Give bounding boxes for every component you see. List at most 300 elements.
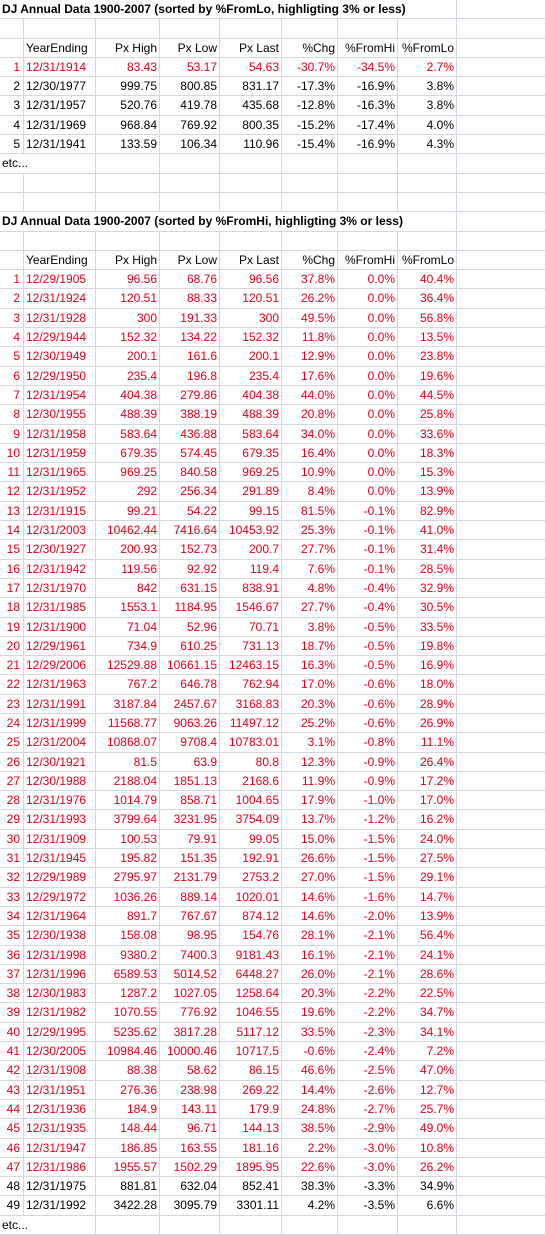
- empty-cell[interactable]: [160, 174, 220, 193]
- data-cell[interactable]: 33.6%: [398, 425, 457, 444]
- data-cell[interactable]: 5014.52: [160, 965, 220, 984]
- data-cell[interactable]: 31.4%: [398, 540, 457, 559]
- data-cell[interactable]: 152.32: [96, 328, 160, 347]
- empty-cell[interactable]: [457, 888, 546, 907]
- empty-cell[interactable]: [457, 39, 546, 58]
- data-cell[interactable]: 163.55: [160, 1139, 220, 1158]
- data-cell[interactable]: 404.38: [220, 386, 282, 405]
- data-cell[interactable]: 12/30/1977: [24, 77, 96, 96]
- data-cell[interactable]: -3.5%: [338, 1196, 398, 1215]
- empty-cell[interactable]: [457, 675, 546, 694]
- empty-cell[interactable]: [457, 540, 546, 559]
- empty-cell[interactable]: [457, 714, 546, 733]
- data-cell[interactable]: 152.73: [160, 540, 220, 559]
- data-cell[interactable]: 9181.43: [220, 946, 282, 965]
- empty-cell[interactable]: [398, 232, 457, 251]
- data-cell[interactable]: -30.7%: [282, 58, 338, 77]
- empty-cell[interactable]: [457, 637, 546, 656]
- data-cell[interactable]: 1004.65: [220, 791, 282, 810]
- data-cell[interactable]: 1036.26: [96, 888, 160, 907]
- data-cell[interactable]: -16.9%: [338, 77, 398, 96]
- data-cell[interactable]: 44.5%: [398, 386, 457, 405]
- data-cell[interactable]: 12/30/1949: [24, 347, 96, 366]
- data-cell[interactable]: 11497.12: [220, 714, 282, 733]
- data-cell[interactable]: 25.8%: [398, 405, 457, 424]
- data-cell[interactable]: 999.75: [96, 77, 160, 96]
- data-cell[interactable]: 96.71: [160, 1119, 220, 1138]
- empty-cell[interactable]: [457, 521, 546, 540]
- column-header[interactable]: Px Last: [220, 39, 282, 58]
- data-cell[interactable]: 27.5%: [398, 849, 457, 868]
- empty-cell[interactable]: [24, 232, 96, 251]
- data-cell[interactable]: 52.96: [160, 618, 220, 637]
- data-cell[interactable]: 831.17: [220, 77, 282, 96]
- data-cell[interactable]: 12/31/1991: [24, 695, 96, 714]
- data-cell[interactable]: 0.0%: [338, 309, 398, 328]
- data-cell[interactable]: 646.78: [160, 675, 220, 694]
- data-cell[interactable]: 10.8%: [398, 1139, 457, 1158]
- empty-cell[interactable]: [457, 502, 546, 521]
- data-cell[interactable]: 679.35: [96, 444, 160, 463]
- data-cell[interactable]: 631.15: [160, 579, 220, 598]
- column-header[interactable]: Px Last: [220, 251, 282, 270]
- data-cell[interactable]: 12/31/1941: [24, 135, 96, 154]
- data-cell[interactable]: 9708.4: [160, 733, 220, 752]
- data-cell[interactable]: 28.5%: [398, 560, 457, 579]
- data-cell[interactable]: 154.76: [220, 926, 282, 945]
- data-cell[interactable]: 184.9: [96, 1100, 160, 1119]
- data-cell[interactable]: 33.5%: [282, 1023, 338, 1042]
- data-cell[interactable]: 3168.83: [220, 695, 282, 714]
- data-cell[interactable]: 769.92: [160, 116, 220, 135]
- data-cell[interactable]: 679.35: [220, 444, 282, 463]
- empty-cell[interactable]: [457, 1139, 546, 1158]
- data-cell[interactable]: 291.89: [220, 482, 282, 501]
- data-cell[interactable]: 25.7%: [398, 1100, 457, 1119]
- data-cell[interactable]: 12/31/1999: [24, 714, 96, 733]
- column-header[interactable]: %Chg: [282, 251, 338, 270]
- empty-cell[interactable]: [160, 154, 220, 173]
- data-cell[interactable]: -0.6%: [338, 695, 398, 714]
- data-cell[interactable]: 12/29/1995: [24, 1023, 96, 1042]
- row-index[interactable]: 23: [0, 695, 24, 714]
- data-cell[interactable]: 12/31/1947: [24, 1139, 96, 1158]
- data-cell[interactable]: 27.7%: [282, 540, 338, 559]
- empty-cell[interactable]: [457, 1119, 546, 1138]
- empty-cell[interactable]: [457, 289, 546, 308]
- empty-cell[interactable]: [338, 174, 398, 193]
- data-cell[interactable]: 34.1%: [398, 1023, 457, 1042]
- data-cell[interactable]: 14.4%: [282, 1081, 338, 1100]
- empty-cell[interactable]: [457, 598, 546, 617]
- data-cell[interactable]: 88.38: [96, 1061, 160, 1080]
- data-cell[interactable]: 12/31/1900: [24, 618, 96, 637]
- empty-cell[interactable]: [457, 1158, 546, 1177]
- data-cell[interactable]: 12/31/1958: [24, 425, 96, 444]
- data-cell[interactable]: -0.6%: [338, 675, 398, 694]
- data-cell[interactable]: -2.3%: [338, 1023, 398, 1042]
- empty-cell[interactable]: [457, 463, 546, 482]
- data-cell[interactable]: 9063.26: [160, 714, 220, 733]
- empty-cell[interactable]: [338, 232, 398, 251]
- data-cell[interactable]: -1.6%: [338, 888, 398, 907]
- data-cell[interactable]: 1546.67: [220, 598, 282, 617]
- data-cell[interactable]: 12/31/1952: [24, 482, 96, 501]
- row-index[interactable]: 6: [0, 367, 24, 386]
- data-cell[interactable]: -15.4%: [282, 135, 338, 154]
- data-cell[interactable]: -0.1%: [338, 540, 398, 559]
- row-index[interactable]: 9: [0, 425, 24, 444]
- row-index[interactable]: 47: [0, 1158, 24, 1177]
- data-cell[interactable]: 6.6%: [398, 1196, 457, 1215]
- data-cell[interactable]: 17.9%: [282, 791, 338, 810]
- data-cell[interactable]: 8.4%: [282, 482, 338, 501]
- empty-cell[interactable]: [220, 193, 282, 212]
- empty-cell[interactable]: [160, 19, 220, 38]
- empty-cell[interactable]: [457, 868, 546, 887]
- data-cell[interactable]: -0.6%: [282, 1042, 338, 1061]
- data-cell[interactable]: 12/29/1950: [24, 367, 96, 386]
- data-cell[interactable]: 10661.15: [160, 656, 220, 675]
- data-cell[interactable]: 27.0%: [282, 868, 338, 887]
- data-cell[interactable]: 7416.64: [160, 521, 220, 540]
- data-cell[interactable]: 12/31/1963: [24, 675, 96, 694]
- data-cell[interactable]: 12/30/2005: [24, 1042, 96, 1061]
- data-cell[interactable]: 0.0%: [338, 482, 398, 501]
- data-cell[interactable]: 200.1: [96, 347, 160, 366]
- data-cell[interactable]: 46.6%: [282, 1061, 338, 1080]
- data-cell[interactable]: 12/31/1959: [24, 444, 96, 463]
- data-cell[interactable]: -16.3%: [338, 96, 398, 115]
- empty-cell[interactable]: [457, 405, 546, 424]
- data-cell[interactable]: 11.8%: [282, 328, 338, 347]
- empty-cell[interactable]: [457, 135, 546, 154]
- data-cell[interactable]: 80.8: [220, 753, 282, 772]
- data-cell[interactable]: 41.0%: [398, 521, 457, 540]
- data-cell[interactable]: 119.4: [220, 560, 282, 579]
- data-cell[interactable]: 14.6%: [282, 888, 338, 907]
- data-cell[interactable]: 1046.55: [220, 1003, 282, 1022]
- row-index[interactable]: 8: [0, 405, 24, 424]
- data-cell[interactable]: 26.2%: [282, 289, 338, 308]
- data-cell[interactable]: 12/29/1905: [24, 270, 96, 289]
- row-index[interactable]: 5: [0, 347, 24, 366]
- data-cell[interactable]: 99.05: [220, 830, 282, 849]
- row-index[interactable]: 20: [0, 637, 24, 656]
- data-cell[interactable]: 7400.3: [160, 946, 220, 965]
- row-index[interactable]: 17: [0, 579, 24, 598]
- data-cell[interactable]: 1184.95: [160, 598, 220, 617]
- data-cell[interactable]: 838.91: [220, 579, 282, 598]
- data-cell[interactable]: 12/31/1970: [24, 579, 96, 598]
- data-cell[interactable]: 14.6%: [282, 907, 338, 926]
- data-cell[interactable]: -0.9%: [338, 753, 398, 772]
- empty-cell[interactable]: [457, 347, 546, 366]
- data-cell[interactable]: 29.1%: [398, 868, 457, 887]
- data-cell[interactable]: 98.95: [160, 926, 220, 945]
- data-cell[interactable]: 12/31/1964: [24, 907, 96, 926]
- data-cell[interactable]: 25.3%: [282, 521, 338, 540]
- row-index[interactable]: 5: [0, 135, 24, 154]
- data-cell[interactable]: 12/31/1993: [24, 810, 96, 829]
- data-cell[interactable]: 12/31/1998: [24, 946, 96, 965]
- data-cell[interactable]: 86.15: [220, 1061, 282, 1080]
- empty-cell[interactable]: [457, 618, 546, 637]
- data-cell[interactable]: 34.9%: [398, 1177, 457, 1196]
- empty-cell[interactable]: [457, 946, 546, 965]
- empty-cell[interactable]: [96, 19, 160, 38]
- data-cell[interactable]: 99.21: [96, 502, 160, 521]
- data-cell[interactable]: 12/30/1921: [24, 753, 96, 772]
- data-cell[interactable]: 22.5%: [398, 984, 457, 1003]
- data-cell[interactable]: 34.7%: [398, 1003, 457, 1022]
- data-cell[interactable]: 12/29/1944: [24, 328, 96, 347]
- row-index[interactable]: 27: [0, 772, 24, 791]
- data-cell[interactable]: 12/31/1969: [24, 116, 96, 135]
- data-cell[interactable]: 63.9: [160, 753, 220, 772]
- data-cell[interactable]: 5235.62: [96, 1023, 160, 1042]
- data-cell[interactable]: 12529.88: [96, 656, 160, 675]
- data-cell[interactable]: 13.7%: [282, 810, 338, 829]
- data-cell[interactable]: 19.6%: [398, 367, 457, 386]
- row-index[interactable]: 48: [0, 1177, 24, 1196]
- data-cell[interactable]: 10453.92: [220, 521, 282, 540]
- data-cell[interactable]: 12/31/1942: [24, 560, 96, 579]
- empty-cell[interactable]: [282, 174, 338, 193]
- data-cell[interactable]: -15.2%: [282, 116, 338, 135]
- data-cell[interactable]: 0.0%: [338, 289, 398, 308]
- data-cell[interactable]: 1553.1: [96, 598, 160, 617]
- data-cell[interactable]: 13.9%: [398, 482, 457, 501]
- row-index[interactable]: 26: [0, 753, 24, 772]
- row-index[interactable]: 42: [0, 1061, 24, 1080]
- data-cell[interactable]: 18.7%: [282, 637, 338, 656]
- data-cell[interactable]: 30.5%: [398, 598, 457, 617]
- data-cell[interactable]: 276.36: [96, 1081, 160, 1100]
- empty-cell[interactable]: [457, 1196, 546, 1215]
- empty-cell[interactable]: [0, 251, 24, 270]
- data-cell[interactable]: 54.22: [160, 502, 220, 521]
- row-index[interactable]: 33: [0, 888, 24, 907]
- data-cell[interactable]: -1.5%: [338, 849, 398, 868]
- data-cell[interactable]: 2795.97: [96, 868, 160, 887]
- data-cell[interactable]: 44.0%: [282, 386, 338, 405]
- empty-cell[interactable]: [338, 19, 398, 38]
- empty-cell[interactable]: [0, 19, 24, 38]
- row-index[interactable]: 2: [0, 289, 24, 308]
- data-cell[interactable]: 16.3%: [282, 656, 338, 675]
- empty-cell[interactable]: [220, 174, 282, 193]
- empty-cell[interactable]: [282, 1216, 338, 1235]
- data-cell[interactable]: 0.0%: [338, 425, 398, 444]
- column-header[interactable]: Px Low: [160, 251, 220, 270]
- data-cell[interactable]: 7.6%: [282, 560, 338, 579]
- data-cell[interactable]: 152.32: [220, 328, 282, 347]
- empty-cell[interactable]: [457, 212, 546, 231]
- data-cell[interactable]: 767.2: [96, 675, 160, 694]
- data-cell[interactable]: 2.7%: [398, 58, 457, 77]
- empty-cell[interactable]: [457, 695, 546, 714]
- row-index[interactable]: 3: [0, 309, 24, 328]
- data-cell[interactable]: 196.8: [160, 367, 220, 386]
- row-index[interactable]: 34: [0, 907, 24, 926]
- data-cell[interactable]: 192.91: [220, 849, 282, 868]
- data-cell[interactable]: 26.9%: [398, 714, 457, 733]
- data-cell[interactable]: 15.3%: [398, 463, 457, 482]
- empty-cell[interactable]: [398, 19, 457, 38]
- data-cell[interactable]: 12.9%: [282, 347, 338, 366]
- column-header[interactable]: Px High: [96, 251, 160, 270]
- row-index[interactable]: 30: [0, 830, 24, 849]
- data-cell[interactable]: -1.2%: [338, 810, 398, 829]
- data-cell[interactable]: 99.15: [220, 502, 282, 521]
- data-cell[interactable]: 2188.04: [96, 772, 160, 791]
- data-cell[interactable]: 13.9%: [398, 907, 457, 926]
- data-cell[interactable]: 10984.46: [96, 1042, 160, 1061]
- data-cell[interactable]: -1.0%: [338, 791, 398, 810]
- empty-cell[interactable]: [220, 154, 282, 173]
- data-cell[interactable]: 179.9: [220, 1100, 282, 1119]
- data-cell[interactable]: 10462.44: [96, 521, 160, 540]
- empty-cell[interactable]: [220, 1216, 282, 1235]
- empty-cell[interactable]: [457, 1023, 546, 1042]
- data-cell[interactable]: 0.0%: [338, 463, 398, 482]
- data-cell[interactable]: 148.44: [96, 1119, 160, 1138]
- data-cell[interactable]: 520.76: [96, 96, 160, 115]
- data-cell[interactable]: -1.5%: [338, 868, 398, 887]
- data-cell[interactable]: 1020.01: [220, 888, 282, 907]
- data-cell[interactable]: 37.8%: [282, 270, 338, 289]
- data-cell[interactable]: 4.8%: [282, 579, 338, 598]
- data-cell[interactable]: 195.82: [96, 849, 160, 868]
- row-index[interactable]: 46: [0, 1139, 24, 1158]
- column-header[interactable]: %FromHi: [338, 39, 398, 58]
- row-index[interactable]: 41: [0, 1042, 24, 1061]
- data-cell[interactable]: -3.3%: [338, 1177, 398, 1196]
- data-cell[interactable]: 840.58: [160, 463, 220, 482]
- row-index[interactable]: 14: [0, 521, 24, 540]
- data-cell[interactable]: -16.9%: [338, 135, 398, 154]
- empty-cell[interactable]: [457, 1081, 546, 1100]
- data-cell[interactable]: 34.0%: [282, 425, 338, 444]
- data-cell[interactable]: 28.1%: [282, 926, 338, 945]
- data-cell[interactable]: -12.8%: [282, 96, 338, 115]
- data-cell[interactable]: 0.0%: [338, 405, 398, 424]
- data-cell[interactable]: 388.19: [160, 405, 220, 424]
- data-cell[interactable]: 4.2%: [282, 1196, 338, 1215]
- row-index[interactable]: 39: [0, 1003, 24, 1022]
- column-header[interactable]: Px High: [96, 39, 160, 58]
- data-cell[interactable]: 3.1%: [282, 733, 338, 752]
- data-cell[interactable]: 81.5%: [282, 502, 338, 521]
- data-cell[interactable]: 12/31/1908: [24, 1061, 96, 1080]
- data-cell[interactable]: 120.51: [96, 289, 160, 308]
- empty-cell[interactable]: [457, 926, 546, 945]
- data-cell[interactable]: 488.39: [96, 405, 160, 424]
- data-cell[interactable]: 731.13: [220, 637, 282, 656]
- data-cell[interactable]: 92.92: [160, 560, 220, 579]
- data-cell[interactable]: 23.8%: [398, 347, 457, 366]
- data-cell[interactable]: -0.8%: [338, 733, 398, 752]
- data-cell[interactable]: 119.56: [96, 560, 160, 579]
- data-cell[interactable]: 404.38: [96, 386, 160, 405]
- empty-cell[interactable]: [0, 39, 24, 58]
- empty-cell[interactable]: [160, 232, 220, 251]
- data-cell[interactable]: 19.6%: [282, 1003, 338, 1022]
- data-cell[interactable]: 852.41: [220, 1177, 282, 1196]
- data-cell[interactable]: 12/31/1975: [24, 1177, 96, 1196]
- empty-cell[interactable]: [457, 1003, 546, 1022]
- empty-cell[interactable]: [24, 174, 96, 193]
- empty-cell[interactable]: [96, 1216, 160, 1235]
- data-cell[interactable]: 17.2%: [398, 772, 457, 791]
- data-cell[interactable]: 279.86: [160, 386, 220, 405]
- data-cell[interactable]: 100.53: [96, 830, 160, 849]
- data-cell[interactable]: 0.0%: [338, 444, 398, 463]
- empty-cell[interactable]: [457, 656, 546, 675]
- data-cell[interactable]: -34.5%: [338, 58, 398, 77]
- data-cell[interactable]: 292: [96, 482, 160, 501]
- data-cell[interactable]: 7.2%: [398, 1042, 457, 1061]
- data-cell[interactable]: 12/31/1945: [24, 849, 96, 868]
- data-cell[interactable]: 3301.11: [220, 1196, 282, 1215]
- data-cell[interactable]: 12/31/1986: [24, 1158, 96, 1177]
- empty-cell[interactable]: [398, 174, 457, 193]
- data-cell[interactable]: 12/29/2006: [24, 656, 96, 675]
- empty-cell[interactable]: [338, 193, 398, 212]
- row-index[interactable]: 2: [0, 77, 24, 96]
- row-index[interactable]: 24: [0, 714, 24, 733]
- data-cell[interactable]: -0.5%: [338, 637, 398, 656]
- data-cell[interactable]: -0.1%: [338, 502, 398, 521]
- row-index[interactable]: 43: [0, 1081, 24, 1100]
- data-cell[interactable]: -0.5%: [338, 618, 398, 637]
- data-cell[interactable]: 881.81: [96, 1177, 160, 1196]
- data-cell[interactable]: 38.5%: [282, 1119, 338, 1138]
- empty-cell[interactable]: [457, 444, 546, 463]
- row-index[interactable]: 11: [0, 463, 24, 482]
- data-cell[interactable]: 33.5%: [398, 618, 457, 637]
- data-cell[interactable]: 17.0%: [282, 675, 338, 694]
- data-cell[interactable]: 6589.53: [96, 965, 160, 984]
- data-cell[interactable]: 0.0%: [338, 328, 398, 347]
- empty-cell[interactable]: [457, 772, 546, 791]
- empty-cell[interactable]: [24, 19, 96, 38]
- data-cell[interactable]: 12/30/1988: [24, 772, 96, 791]
- empty-cell[interactable]: [96, 232, 160, 251]
- data-cell[interactable]: -2.2%: [338, 984, 398, 1003]
- data-cell[interactable]: 9380.2: [96, 946, 160, 965]
- row-index[interactable]: 21: [0, 656, 24, 675]
- data-cell[interactable]: 10868.07: [96, 733, 160, 752]
- data-cell[interactable]: 12/30/1938: [24, 926, 96, 945]
- data-cell[interactable]: 12/31/1965: [24, 463, 96, 482]
- data-cell[interactable]: 17.0%: [398, 791, 457, 810]
- data-cell[interactable]: -2.1%: [338, 965, 398, 984]
- data-cell[interactable]: 776.92: [160, 1003, 220, 1022]
- data-cell[interactable]: 24.8%: [282, 1100, 338, 1119]
- data-cell[interactable]: 200.1: [220, 347, 282, 366]
- data-cell[interactable]: -2.6%: [338, 1081, 398, 1100]
- data-cell[interactable]: 191.33: [160, 309, 220, 328]
- data-cell[interactable]: 269.22: [220, 1081, 282, 1100]
- row-index[interactable]: 36: [0, 946, 24, 965]
- data-cell[interactable]: 767.67: [160, 907, 220, 926]
- data-cell[interactable]: 1014.79: [96, 791, 160, 810]
- data-cell[interactable]: 1258.64: [220, 984, 282, 1003]
- data-cell[interactable]: 22.6%: [282, 1158, 338, 1177]
- empty-cell[interactable]: [282, 19, 338, 38]
